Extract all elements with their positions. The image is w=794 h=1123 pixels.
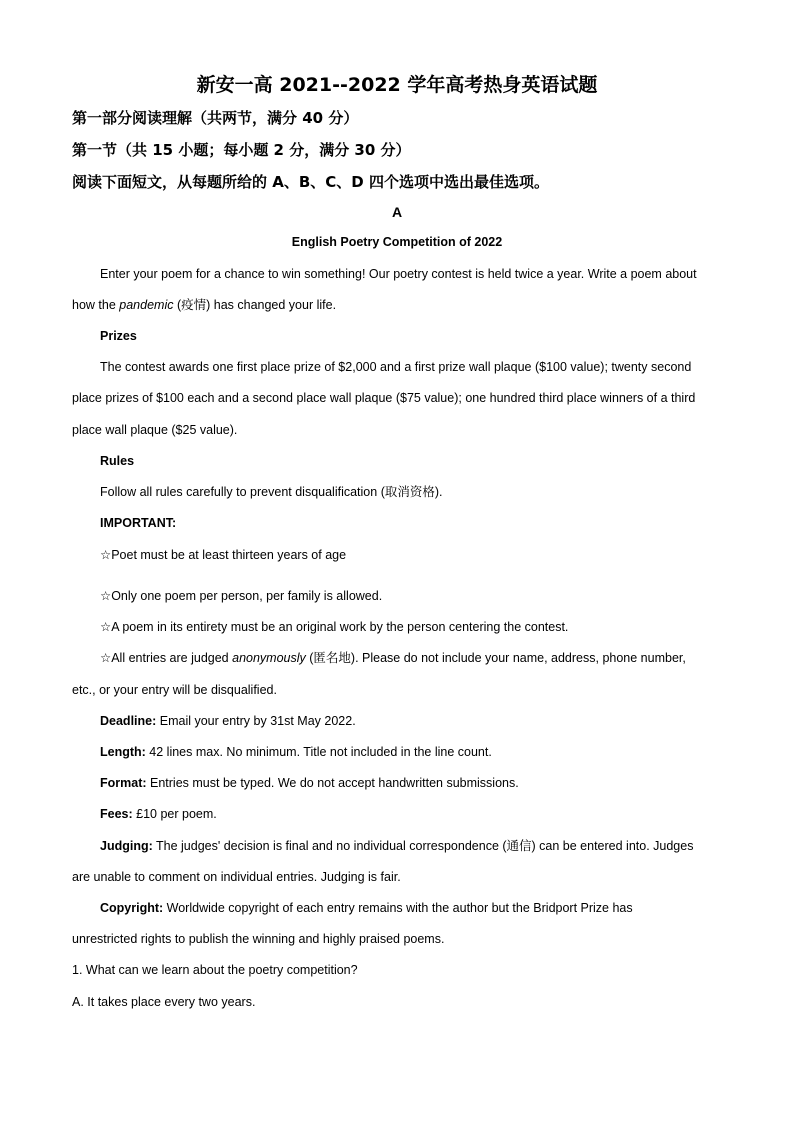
- exam-title: 新安一高 2021--2022 学年高考热身英语试题: [196, 74, 598, 96]
- rule-item-continued: etc., or your entry will be disqualified.: [72, 683, 277, 697]
- prizes-line-2: place prizes of $100 each and a second place wall plaque ($75 value); one hundred third place winners of a third: [72, 391, 696, 405]
- rule-item: ☆A poem in its entirety must be an original work by the person centering the contest.: [100, 620, 569, 634]
- judging-line-2: are unable to comment on individual entries. Judging is fair.: [72, 870, 401, 884]
- deadline-line: Deadline: Email your entry by 31st May 2022.: [100, 714, 356, 728]
- rule-item: ☆Poet must be at least thirteen years of age: [100, 548, 347, 562]
- section-heading: 第一节（共 15 小题；每小题 2 分，满分 30 分）: [72, 141, 411, 159]
- part-heading: 第一部分阅读理解（共两节，满分 40 分）: [72, 109, 359, 127]
- important-label: IMPORTANT:: [100, 516, 177, 530]
- fees-line: Fees: £10 per poem.: [100, 807, 217, 821]
- rule-item: ☆All entries are judged anonymously (匿名地). Please do not include your name, address, phone number,: [100, 651, 686, 665]
- question-1: 1. What can we learn about the poetry competition?: [72, 963, 358, 977]
- prizes-line-1: The contest awards one first place prize of $2,000 and a first prize wall plaque ($100 value); twenty second: [100, 360, 692, 374]
- prizes-line-3: place wall plaque ($25 value).: [72, 423, 238, 437]
- rules-text: Follow all rules carefully to prevent disqualification (取消资格).: [100, 485, 443, 499]
- rule-item: ☆Only one poem per person, per family is allowed.: [100, 589, 383, 603]
- intro-line-1: Enter your poem for a chance to win something! Our poetry contest is held twice a year. Write a poem about: [100, 267, 697, 281]
- judging-line: Judging: The judges' decision is final and no individual correspondence (通信) can be entered into. Judges: [100, 839, 694, 853]
- passage-letter: A: [391, 204, 403, 220]
- length-line: Length: 42 lines max. No minimum. Title not included in the line count.: [100, 745, 492, 759]
- instruction-text: 阅读下面短文，从每题所给的 A、B、C、D 四个选项中选出最佳选项。: [72, 173, 549, 191]
- prizes-heading: Prizes: [100, 329, 137, 343]
- copyright-line-2: unrestricted rights to publish the winning and highly praised poems.: [72, 932, 445, 946]
- format-line: Format: Entries must be typed. We do not accept handwritten submissions.: [100, 776, 519, 790]
- intro-line-2: how the pandemic (疫情) has changed your life.: [72, 298, 337, 312]
- copyright-line: Copyright: Worldwide copyright of each entry remains with the author but the Bridport Prize has: [100, 901, 633, 915]
- question-1-option-a: A. It takes place every two years.: [72, 995, 256, 1009]
- passage-heading: English Poetry Competition of 2022: [291, 235, 503, 249]
- rules-heading: Rules: [100, 454, 135, 468]
